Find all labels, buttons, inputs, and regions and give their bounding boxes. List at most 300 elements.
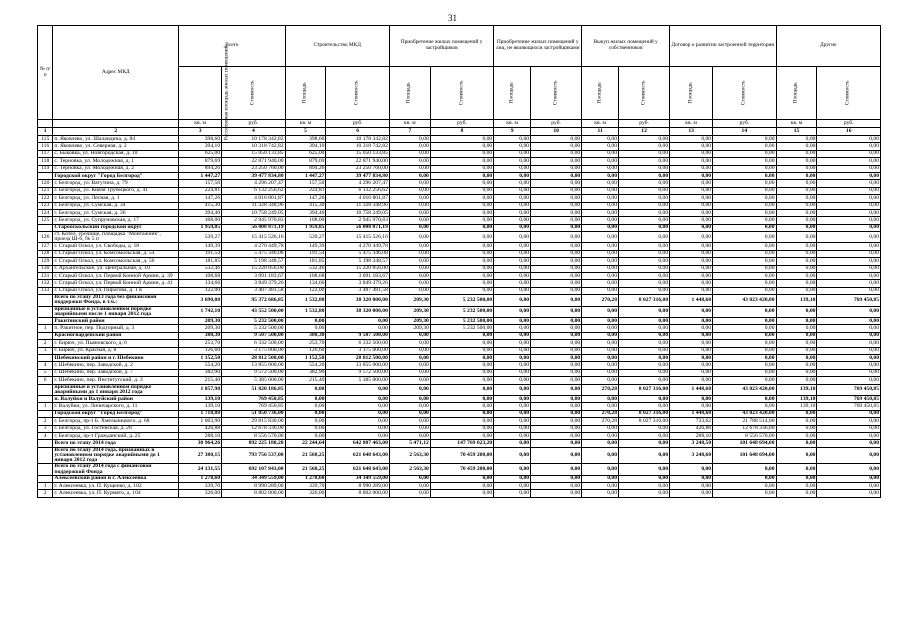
area-cell: 0,00	[776, 150, 817, 157]
cost-cell: 0,00	[326, 432, 389, 439]
area-cell: 1 152,50	[285, 354, 326, 361]
area-cell: 0,00	[582, 180, 619, 187]
cost-cell: 0,00	[713, 158, 776, 165]
cost-cell: 0,00	[713, 287, 776, 294]
row-address: г. Старый Оскол, ул. Пирогова, д. 1 в	[53, 287, 179, 294]
cost-cell: 51 050 736,00	[222, 410, 285, 417]
cost-cell: 0,00	[326, 384, 389, 395]
cost-cell: 56 008 871,19	[326, 224, 389, 231]
area-cell: 0,00	[494, 158, 531, 165]
units-row: кв. м руб. кв. м руб. кв. м руб. кв. м руб. кв. м руб. кв. м руб. кв. м руб.	[38, 120, 881, 128]
cost-cell: 8 990 289,00	[326, 483, 389, 490]
area-cell: 0,00	[776, 464, 817, 475]
cost-cell: 0,00	[531, 332, 582, 339]
area-cell: 0,00	[494, 224, 531, 231]
cost-cell: 0,00	[430, 377, 493, 384]
area-cell: 625,00	[285, 150, 326, 157]
area-cell: 0,00	[389, 490, 430, 497]
area-cell: 0,00	[670, 143, 713, 150]
area-cell: 1 447,27	[179, 172, 222, 179]
area-cell: 0,00	[776, 377, 817, 384]
cost-cell: 5 385 000,00	[326, 377, 389, 384]
column-numbers-row: 1 2 3 4 5 6 7 8 9 10 11 12 13 14 15 16	[38, 128, 881, 136]
cost-cell: 0,00	[619, 432, 670, 439]
cost-cell: 0,00	[531, 258, 582, 265]
cost-cell: 15 220 856,00	[326, 265, 389, 272]
area-cell: 0,00	[582, 354, 619, 361]
area-cell: 0,00	[776, 340, 817, 347]
area-cell: 879,69	[285, 158, 326, 165]
cost-cell: 0,00	[619, 195, 670, 202]
cost-cell: 0,00	[531, 395, 582, 402]
cost-cell: 0,00	[326, 325, 389, 332]
cost-cell: 43 023 420,00	[713, 384, 776, 395]
cost-cell: 0,00	[619, 158, 670, 165]
page-number: 31	[448, 13, 457, 23]
area-cell: 0,00	[670, 347, 713, 354]
area-cell: 0,00	[494, 340, 531, 347]
cost-cell: 0,00	[619, 440, 670, 447]
row-number: 4	[38, 432, 53, 439]
area-cell: 0,00	[670, 340, 713, 347]
row-address: Шебекинский район и г. Шебекино	[53, 354, 179, 361]
area-cell: 270,28	[582, 295, 619, 306]
cost-cell: 0,00	[531, 362, 582, 369]
row-number: 1	[38, 403, 53, 410]
area-cell: 0,00	[582, 369, 619, 376]
cost-cell: 8 556 570,00	[222, 432, 285, 439]
subheader-cost: Стоимость	[619, 67, 670, 120]
cost-cell: 0,00	[531, 243, 582, 250]
area-cell: 0,00	[670, 287, 713, 294]
area-cell: 0,00	[776, 143, 817, 150]
area-cell: 0,00	[776, 332, 817, 339]
table-row	[38, 250, 881, 257]
cost-cell: 0,00	[817, 165, 881, 172]
cost-cell: 0,00	[531, 440, 582, 447]
row-address: признанные в установленном порядке аварийными после 1 января 2012 года	[53, 306, 179, 317]
area-cell: 0,00	[494, 243, 531, 250]
cost-cell: 43 023 420,00	[713, 295, 776, 306]
cost-cell: 9 572 500,00	[222, 369, 285, 376]
table-row	[38, 217, 881, 224]
cost-cell: 0,00	[430, 136, 493, 143]
cost-cell: 6 332 500,00	[222, 340, 285, 347]
area-cell: 0,00	[670, 202, 713, 209]
row-address: г. Белгород, ул. Сумская, д. 34	[53, 202, 179, 209]
subheader-resettled-area: Расселяемая площадь жилых помещений	[179, 67, 222, 120]
cost-cell: 21 788 514,00	[713, 418, 776, 425]
area-cell: 1 742,10	[179, 306, 222, 317]
cost-cell: 0,00	[817, 280, 881, 287]
cost-cell: 95 372 686,85	[222, 295, 285, 306]
row-number: 5	[38, 369, 53, 376]
cost-cell: 70 459 200,00	[430, 464, 493, 475]
area-cell: 0,00	[389, 377, 430, 384]
area-cell: 0,00	[494, 384, 531, 395]
area-cell: 894,26	[179, 165, 222, 172]
cost-cell: 12 678 336,00	[713, 425, 776, 432]
cost-cell: 0,00	[430, 232, 493, 243]
row-address: г. Алексеевка, ул. П. Кущенко, д. 102	[53, 483, 179, 490]
table-row	[38, 377, 881, 384]
cost-cell: 4 016 801,87	[326, 195, 389, 202]
cost-cell: 147 769 023,20	[430, 440, 493, 447]
cost-cell: 0,00	[430, 258, 493, 265]
area-cell: 0,00	[670, 332, 713, 339]
cost-cell: 39 477 834,80	[222, 172, 285, 179]
row-number: 2	[38, 340, 53, 347]
row-number: 131	[38, 273, 53, 280]
area-cell: 415,30	[179, 202, 222, 209]
area-cell: 0,00	[494, 273, 531, 280]
area-cell: 0,00	[582, 195, 619, 202]
cost-cell: 28 812 500,00	[326, 354, 389, 361]
area-cell: 1 448,60	[670, 410, 713, 417]
row-number: 133	[38, 287, 53, 294]
cost-cell: 769 450,85	[817, 295, 881, 306]
row-address: г. Шебекино, пер. Заводской, д. 7	[53, 369, 179, 376]
area-cell: 0,00	[494, 172, 531, 179]
area-cell: 0,00	[582, 447, 619, 464]
row-number: 117	[38, 150, 53, 157]
area-cell: 1 448,60	[670, 384, 713, 395]
area-cell: 0,00	[494, 202, 531, 209]
area-cell: 0,00	[494, 165, 531, 172]
area-cell: 22 244,64	[285, 440, 326, 447]
header-group-construction: Строительство МКД	[285, 26, 389, 67]
cost-cell: 4 270 449,78	[222, 243, 285, 250]
row-address: г. Старый Оскол, ул. Комсомольская, д. 56	[53, 258, 179, 265]
area-cell: 0,00	[776, 432, 817, 439]
cost-cell: 0,00	[817, 158, 881, 165]
table-row	[38, 202, 881, 209]
area-cell: 0,00	[494, 377, 531, 384]
row-address: с. Быковка, ул. Новгородская, д. 10	[53, 150, 179, 157]
cost-cell: 6 132 256,62	[222, 187, 285, 194]
area-cell: 126,60	[285, 347, 326, 354]
cost-cell: 0,00	[619, 369, 670, 376]
area-cell: 0,00	[670, 369, 713, 376]
cost-cell: 29 815 830,00	[222, 418, 285, 425]
area-cell: 0,00	[776, 136, 817, 143]
area-cell: 0,00	[494, 362, 531, 369]
row-number: 118	[38, 158, 53, 165]
cost-cell: 0,00	[817, 265, 881, 272]
subheader-cost: Стоимость	[713, 67, 776, 120]
area-cell: 0,00	[582, 280, 619, 287]
row-address: Красногвардейский район	[53, 332, 179, 339]
cost-cell: 0,00	[531, 172, 582, 179]
row-address: признанные в установленном порядке аварийными до 1 января 2012 года	[53, 384, 179, 395]
cost-cell: 0,00	[817, 243, 881, 250]
area-cell: 0,00	[285, 403, 326, 410]
area-cell: 1 718,88	[179, 410, 222, 417]
subheader-area: Площадь	[582, 67, 619, 120]
cost-cell: 0,00	[531, 403, 582, 410]
area-cell: 0,00	[776, 243, 817, 250]
area-cell: 1 152,50	[179, 354, 222, 361]
cost-cell: 0,00	[430, 150, 493, 157]
area-cell: 0,00	[389, 265, 430, 272]
cost-cell: 15 050 133,85	[222, 150, 285, 157]
cost-cell: 0,00	[531, 354, 582, 361]
cost-cell: 0,00	[430, 217, 493, 224]
cost-cell: 0,00	[817, 447, 881, 464]
cost-cell: 0,00	[619, 273, 670, 280]
header-group-total: Всего	[179, 26, 285, 67]
cost-cell: 0,00	[713, 232, 776, 243]
area-cell: 0,00	[389, 332, 430, 339]
cost-cell: 3 487 481,58	[222, 287, 285, 294]
row-number	[38, 318, 53, 325]
area-cell: 0,00	[776, 280, 817, 287]
table-row	[38, 265, 881, 272]
area-cell: 0,00	[670, 362, 713, 369]
area-cell: 0,00	[582, 425, 619, 432]
cost-cell: 0,00	[531, 209, 582, 216]
table-row	[38, 273, 881, 280]
cost-cell: 4 270 449,78	[326, 243, 389, 250]
area-cell: 0,00	[389, 483, 430, 490]
cost-cell: 0,00	[619, 150, 670, 157]
area-cell: 0,00	[670, 395, 713, 402]
header-group-other: Другие	[776, 26, 880, 67]
cost-cell: 0,00	[713, 150, 776, 157]
row-number	[38, 295, 53, 306]
cost-cell: 4 296 207,47	[222, 180, 285, 187]
row-address: Всего по этапу 2014 года с финансовой поддержкой Фонда	[53, 464, 179, 475]
cost-cell: 8 990 289,00	[222, 483, 285, 490]
cost-cell: 8 802 000,00	[326, 490, 389, 497]
cost-cell: 8 027 316,00	[619, 295, 670, 306]
row-address: г. Белгород, ул. Гостенская, д. 28	[53, 425, 179, 432]
area-cell: 625,00	[179, 150, 222, 157]
cost-cell: 0,00	[326, 410, 389, 417]
area-cell: 0,00	[670, 280, 713, 287]
cost-cell: 0,00	[430, 273, 493, 280]
cost-cell: 892 225 180,20	[222, 440, 285, 447]
cost-cell: 0,00	[531, 287, 582, 294]
area-cell: 0,00	[670, 232, 713, 243]
cost-cell: 0,00	[430, 143, 493, 150]
area-cell: 149,39	[179, 243, 222, 250]
area-cell: 0,00	[494, 425, 531, 432]
area-cell: 0,00	[776, 232, 817, 243]
cost-cell: 0,00	[713, 280, 776, 287]
area-cell: 0,00	[776, 195, 817, 202]
cost-cell: 0,00	[817, 150, 881, 157]
cost-cell: 0,00	[531, 369, 582, 376]
row-number	[38, 224, 53, 231]
table-row	[38, 158, 881, 165]
cost-cell: 23 250 760,00	[326, 165, 389, 172]
row-number: 2	[38, 418, 53, 425]
cost-cell: 8 802 000,00	[222, 490, 285, 497]
cost-cell: 0,00	[531, 217, 582, 224]
area-cell: 0,00	[389, 425, 430, 432]
cost-cell: 3 091 183,67	[222, 273, 285, 280]
cost-cell: 0,00	[713, 265, 776, 272]
area-cell: 1 532,80	[285, 295, 326, 306]
cost-cell: 0,00	[531, 325, 582, 332]
area-cell: 380,30	[285, 332, 326, 339]
table-row	[38, 403, 881, 410]
cost-cell: 0,00	[619, 224, 670, 231]
area-cell: 0,00	[389, 369, 430, 376]
cost-cell: 5 232 500,00	[430, 295, 493, 306]
area-cell: 0,00	[670, 217, 713, 224]
table-row	[38, 287, 881, 294]
cost-cell: 38 320 000,00	[326, 295, 389, 306]
subtotal-row	[38, 295, 881, 306]
area-cell: 0,00	[670, 150, 713, 157]
area-cell: 0,00	[389, 250, 430, 257]
cost-cell: 0,00	[619, 490, 670, 497]
cost-cell: 8 556 570,00	[713, 432, 776, 439]
cost-cell: 0,00	[619, 325, 670, 332]
area-cell: 0,00	[582, 440, 619, 447]
area-cell: 0,00	[389, 158, 430, 165]
area-cell: 0,00	[494, 354, 531, 361]
area-cell: 2 563,30	[389, 464, 430, 475]
area-cell: 0,00	[389, 418, 430, 425]
cost-cell: 0,00	[817, 136, 881, 143]
cost-cell: 0,00	[817, 180, 881, 187]
cost-cell: 0,00	[430, 395, 493, 402]
cost-cell: 0,00	[531, 150, 582, 157]
area-cell: 0,00	[389, 217, 430, 224]
area-cell: 0,00	[582, 362, 619, 369]
area-cell: 0,00	[776, 273, 817, 280]
cost-cell: 0,00	[713, 369, 776, 376]
subtotal-row	[38, 410, 881, 417]
cost-cell: 10 758 249,05	[222, 209, 285, 216]
area-cell: 0,00	[776, 325, 817, 332]
area-cell: 253,70	[179, 340, 222, 347]
row-address: г. Шебекино, пер. Заводской, д. 2	[53, 362, 179, 369]
cost-cell: 0,00	[619, 143, 670, 150]
row-address: ст. Котел, урочище, площадка "Монтажник", проезд Ш-6, № 5 п	[53, 232, 179, 243]
table-row	[38, 369, 881, 376]
area-cell: 0,00	[670, 483, 713, 490]
cost-cell: 0,00	[619, 475, 670, 482]
table-row	[38, 418, 881, 425]
cost-cell: 0,00	[817, 273, 881, 280]
cost-cell: 0,00	[430, 362, 493, 369]
cost-cell: 12 678 336,00	[222, 425, 285, 432]
area-cell: 224,81	[179, 187, 222, 194]
subheader-cost: Стоимость	[430, 67, 493, 120]
row-number: 119	[38, 165, 53, 172]
area-cell: 122,00	[179, 287, 222, 294]
cost-cell: 6 332 500,00	[326, 340, 389, 347]
row-address: с. Терновка, ул. Молодежная, д. 2	[53, 165, 179, 172]
cost-cell: 0,00	[817, 432, 881, 439]
cost-cell: 39 477 834,80	[326, 172, 389, 179]
area-cell: 398,60	[285, 136, 326, 143]
cost-cell: 793 756 537,00	[222, 447, 285, 464]
area-cell: 215,40	[285, 377, 326, 384]
area-cell: 209,30	[389, 325, 430, 332]
row-number	[38, 475, 53, 482]
table-row	[38, 232, 881, 243]
cost-cell: 769 450,85	[817, 395, 881, 402]
row-number: 128	[38, 250, 53, 257]
area-cell: 5 471,12	[389, 440, 430, 447]
header-num: № п/п	[38, 26, 53, 120]
area-cell: 0,00	[494, 464, 531, 475]
cost-cell: 0,00	[619, 180, 670, 187]
cost-cell: 0,00	[430, 243, 493, 250]
area-cell: 288,10	[670, 432, 713, 439]
area-cell: 0,00	[776, 209, 817, 216]
area-cell: 0,00	[776, 265, 817, 272]
area-cell: 554,20	[285, 362, 326, 369]
area-cell: 532,46	[179, 265, 222, 272]
cost-cell: 0,00	[713, 318, 776, 325]
cost-cell: 0,00	[430, 425, 493, 432]
subheader-area: Площадь	[285, 67, 326, 120]
area-cell: 0,00	[670, 187, 713, 194]
row-number	[38, 395, 53, 402]
area-cell: 554,20	[179, 362, 222, 369]
cost-cell: 0,00	[713, 354, 776, 361]
area-cell: 122,00	[285, 287, 326, 294]
area-cell: 0,00	[670, 258, 713, 265]
row-number: 3	[38, 347, 53, 354]
table-row	[38, 150, 881, 157]
cost-cell: 0,00	[531, 295, 582, 306]
row-number: 129	[38, 258, 53, 265]
area-cell: 0,00	[389, 273, 430, 280]
area-cell: 0,00	[494, 258, 531, 265]
subheader-area: Площадь	[494, 67, 531, 120]
row-number	[38, 354, 53, 361]
cost-cell: 769 450,85	[817, 403, 881, 410]
cost-cell: 8 027 316,00	[619, 410, 670, 417]
area-cell: 1 959,85	[285, 224, 326, 231]
area-cell: 0,00	[582, 209, 619, 216]
cost-cell: 0,00	[430, 187, 493, 194]
cost-cell: 34 349 559,00	[326, 475, 389, 482]
area-cell: 0,00	[389, 258, 430, 265]
area-cell: 0,00	[389, 180, 430, 187]
cost-cell: 0,00	[430, 202, 493, 209]
cost-cell: 0,00	[430, 172, 493, 179]
cost-cell: 0,00	[619, 243, 670, 250]
area-cell: 0,00	[494, 475, 531, 482]
area-cell: 0,00	[582, 224, 619, 231]
table-row	[38, 340, 881, 347]
area-cell: 0,00	[582, 325, 619, 332]
area-cell: 270,28	[582, 418, 619, 425]
row-number: 132	[38, 280, 53, 287]
cost-cell: 0,00	[531, 224, 582, 231]
cost-cell: 0,00	[619, 483, 670, 490]
area-cell: 0,00	[776, 287, 817, 294]
area-cell: 0,00	[389, 150, 430, 157]
area-cell: 0,00	[776, 475, 817, 482]
area-cell: 0,00	[776, 217, 817, 224]
area-cell: 0,00	[389, 172, 430, 179]
cost-cell: 0,00	[531, 187, 582, 194]
cost-cell: 0,00	[430, 224, 493, 231]
area-cell: 0,00	[494, 287, 531, 294]
cost-cell: 0,00	[817, 332, 881, 339]
header-group-development-contract: Договор о развитии застроенной территории	[670, 26, 776, 67]
area-cell: 270,28	[582, 384, 619, 395]
